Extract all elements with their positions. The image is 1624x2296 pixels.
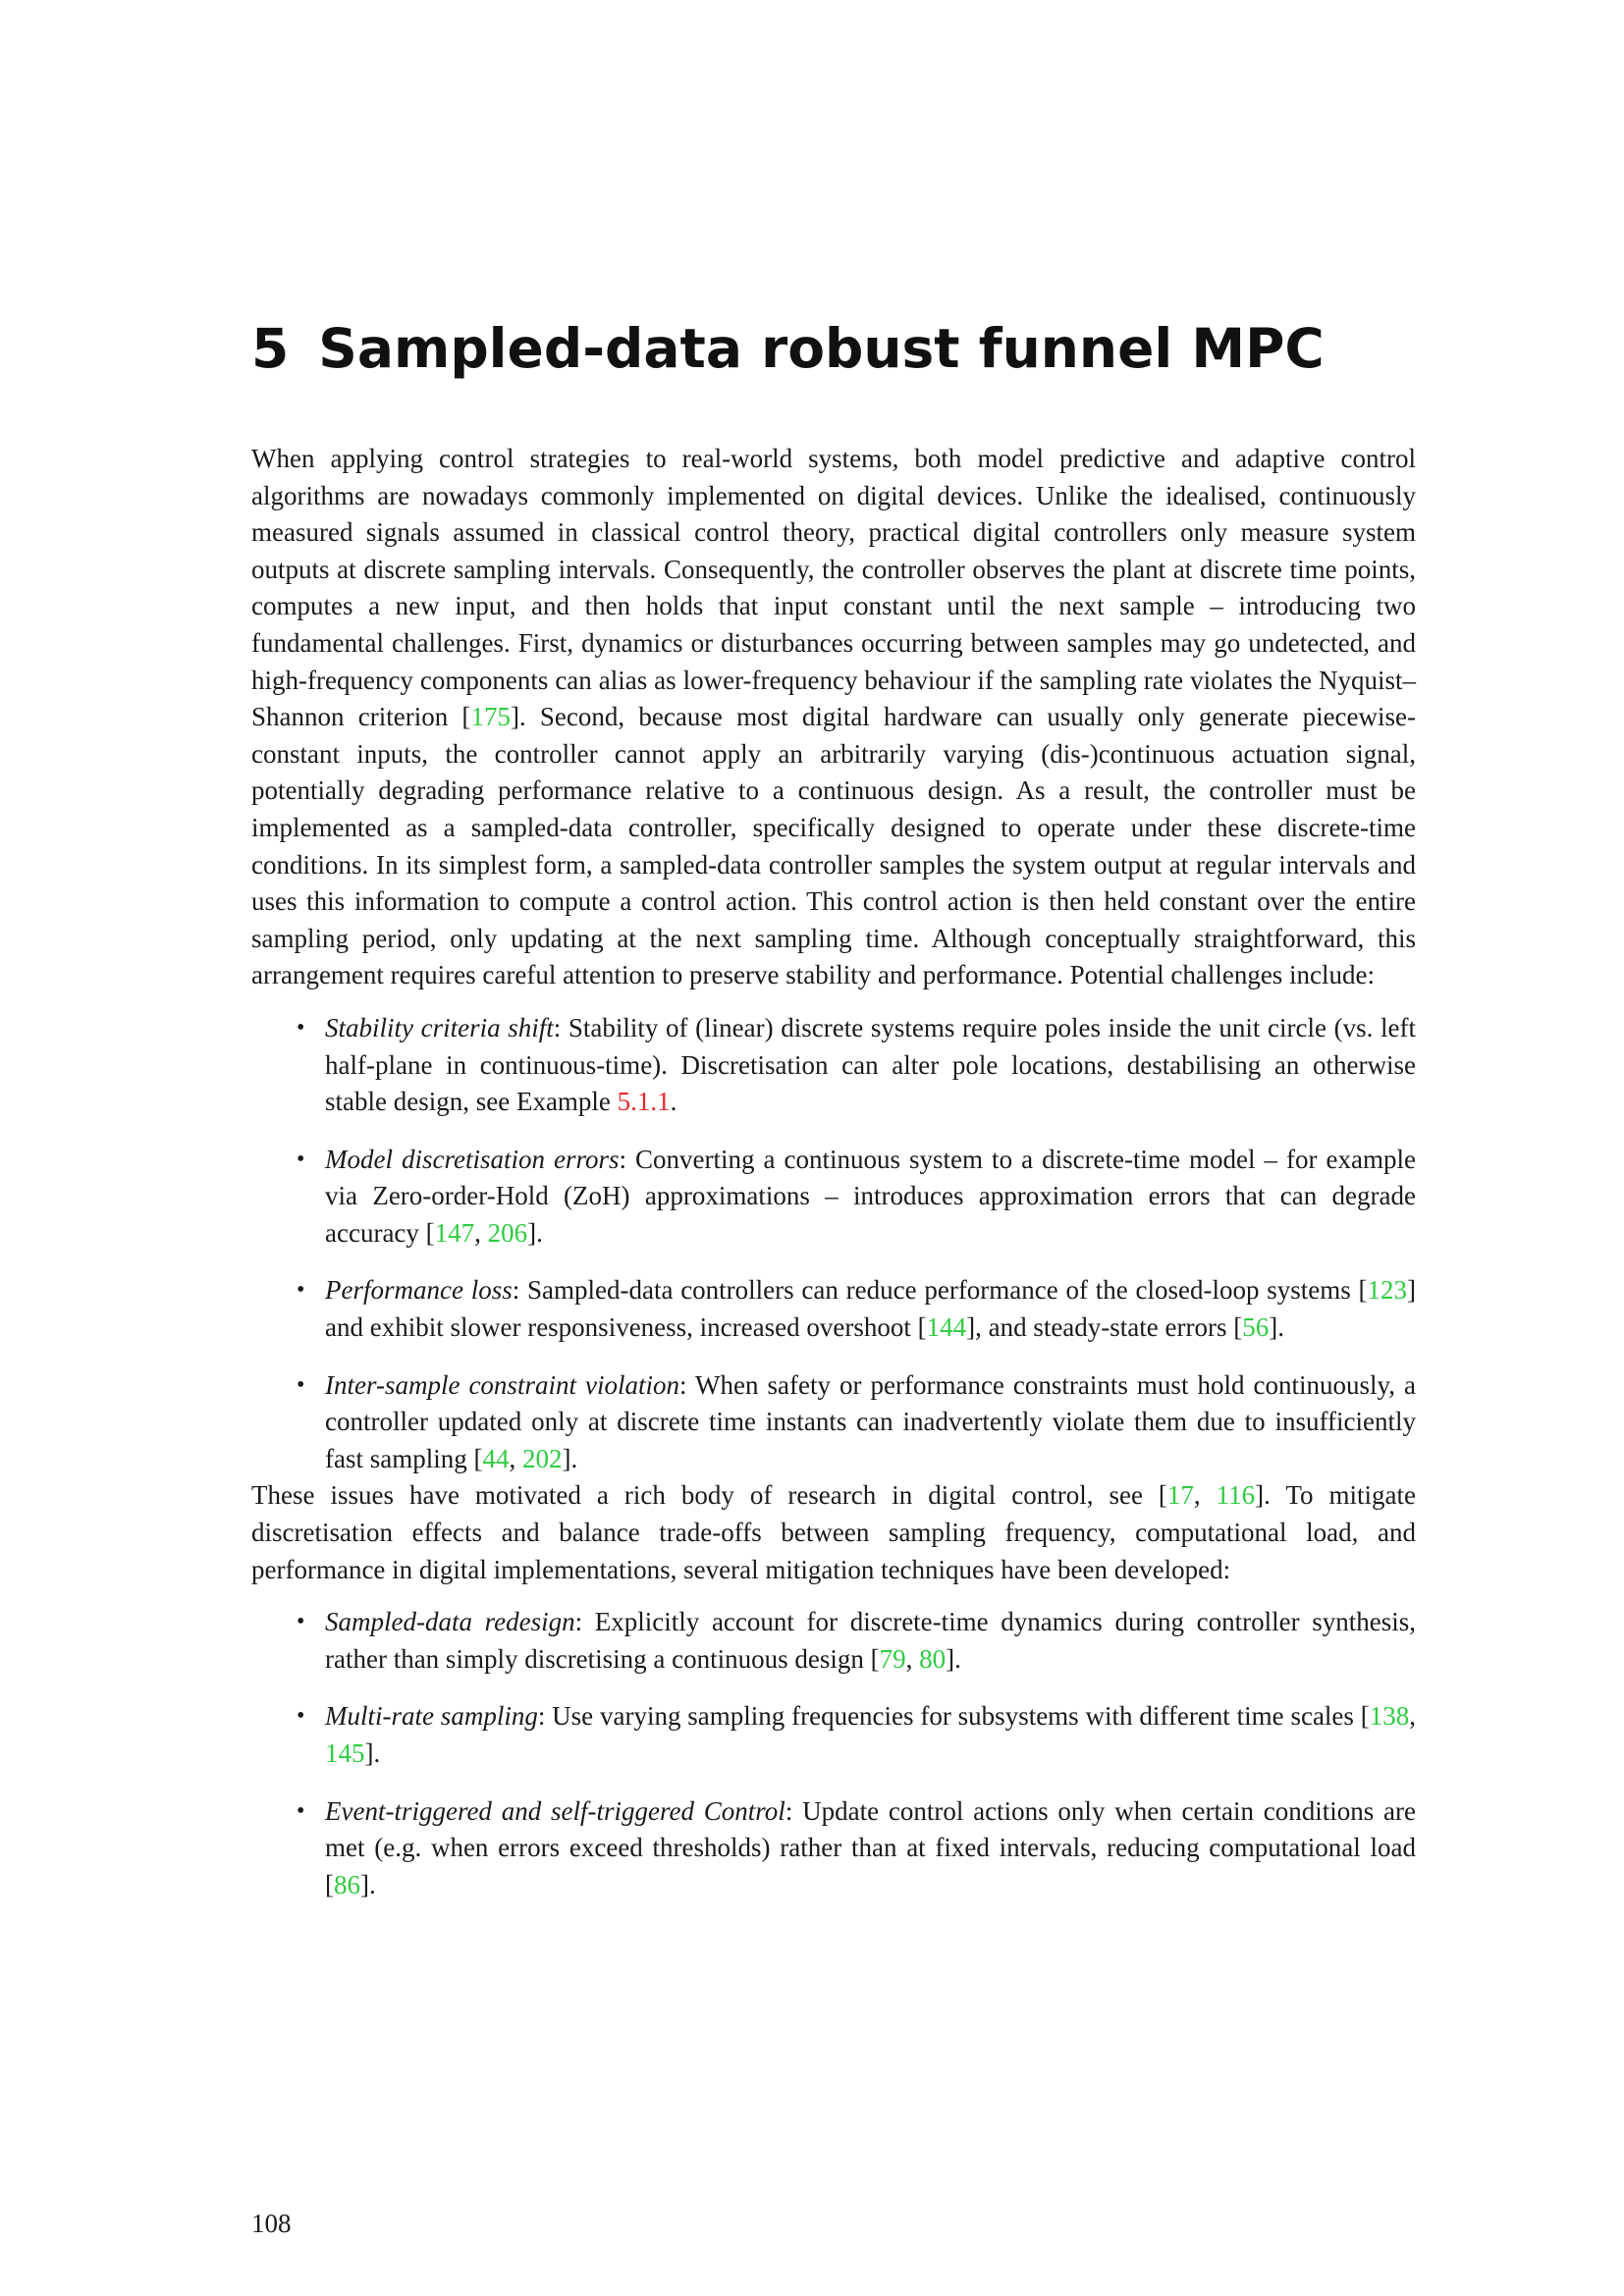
- list-item-text: : Stability of (linear) discrete systems require poles inside the unit circle (vs. left half-plane in continuous-time). Discretisation can alter pole locations, destabilising an otherwise stable design, see Example 5.1.1.: [325, 1012, 1416, 1117]
- list-item-term: Performance loss: [325, 1275, 513, 1306]
- transition-paragraph: These issues have motivated a rich body of research in digital control, see [17, 116]. To mitigate discretisation effects and balance trade-offs between sampling frequency, computational load, and performance in digital implementations, several mitigation techniques have been developed:: [251, 1480, 1416, 1584]
- list-item: [251, 1698, 1416, 1772]
- list-item-term: Multi-rate sampling: [325, 1701, 538, 1732]
- citation-link[interactable]: 202: [521, 1443, 563, 1473]
- challenges-list: [251, 1010, 1416, 1478]
- chapter-number: 5: [251, 317, 290, 380]
- citation-link[interactable]: 17: [1166, 1480, 1194, 1511]
- list-item: [251, 1793, 1416, 1904]
- list-item-term: Stability criteria shift: [325, 1012, 554, 1042]
- citation-link[interactable]: 147: [434, 1217, 475, 1248]
- citation-link[interactable]: 86: [334, 1869, 360, 1899]
- list-item: [251, 1010, 1416, 1121]
- list-item: [251, 1367, 1416, 1478]
- citation-link[interactable]: 206: [487, 1217, 528, 1248]
- citation-link[interactable]: 56: [1242, 1312, 1270, 1343]
- chapter-title: [251, 314, 1325, 383]
- bullet-icon: •: [297, 1146, 305, 1172]
- citation-link[interactable]: 138: [1369, 1701, 1410, 1732]
- list-item-term: Event-triggered and self-triggered Control: [325, 1795, 785, 1826]
- citation-link[interactable]: 175: [470, 702, 511, 732]
- bullet-icon: •: [297, 1609, 305, 1635]
- citation-link[interactable]: 123: [1367, 1275, 1407, 1306]
- list-item-text: : Converting a continuous system to a discrete-time model – for example via Zero-order-Hold (ZoH) approximations – introduces approximation errors that can degrade accuracy [147, 206].: [325, 1144, 1416, 1248]
- techniques-list: [251, 1604, 1416, 1903]
- example-reference-link[interactable]: 5.1.1: [617, 1087, 671, 1117]
- list-item-text: : Explicitly account for discrete-time dynamics during controller synthesis, rather than simply discretising a continuous design [79, 80].: [325, 1607, 1416, 1674]
- citation-link[interactable]: 44: [482, 1443, 510, 1473]
- list-item-text: : Update control actions only when certain conditions are met (e.g. when errors exceed thresholds) rather than at fixed intervals, reducing computational load [86].: [325, 1795, 1416, 1899]
- list-item: [251, 1142, 1416, 1253]
- list-item-term: Model discretisation errors: [325, 1144, 620, 1174]
- citation-link[interactable]: 79: [879, 1643, 906, 1674]
- list-item-term: Sampled-data redesign: [325, 1607, 575, 1637]
- list-item-text: : Use varying sampling frequencies for subsystems with different time scales [138, 145].: [325, 1701, 1416, 1768]
- chapter-title-text: Sampled-data robust funnel MPC: [318, 317, 1325, 380]
- list-item-text: : Sampled-data controllers can reduce performance of the closed-loop systems [123] and exhibit slower responsiveness, increased overshoot [144], and steady-state errors [56].: [325, 1275, 1416, 1343]
- intro-paragraph: When applying control strategies to real-world systems, both model predictive and adaptive control algorithms are nowadays commonly implemented on digital devices. Unlike the idealised, continuously measured signals assumed in classical control theory, practical digital controllers only measure system outputs at discrete sampling intervals. Consequently, the controller observes the plant at discrete time points, computes a new input, and then holds that input constant until the next sample – introducing two fundamental challenges. First, dynamics or disturbances occurring between samples may go undetected, and high-frequency components can alias as lower-frequency behaviour if the sampling rate violates the Nyquist–Shannon criterion [175]. Second, because most digital hardware can usually only generate piecewise-constant inputs, the controller cannot apply an arbitrarily varying (dis-)continuous actuation signal, potentially degrading performance relative to a continuous design. As a result, the controller must be implemented as a sampled-data controller, specifically designed to operate under these discrete-time conditions. In its simplest form, a sampled-data controller samples the system output at regular intervals and uses this information to compute a control action. This control action is then held constant over the entire sampling period, only updating at the next sampling time. Although conceptually straightforward, this arrangement requires careful attention to preserve stability and performance. Potential challenges include:: [251, 444, 1416, 990]
- page-number: 108: [251, 2209, 292, 2238]
- chapter-body: [251, 441, 1416, 1903]
- list-item: [251, 1604, 1416, 1678]
- bullet-icon: •: [297, 1277, 305, 1304]
- bullet-icon: •: [297, 1797, 305, 1824]
- citation-link[interactable]: 80: [919, 1643, 947, 1674]
- citation-link[interactable]: 144: [926, 1312, 967, 1343]
- bullet-icon: •: [297, 1371, 305, 1398]
- citation-link[interactable]: 145: [325, 1738, 365, 1768]
- bullet-icon: •: [297, 1703, 305, 1730]
- citation-link[interactable]: 116: [1216, 1480, 1256, 1511]
- list-item-text: : When safety or performance constraints must hold continuously, a controller updated only at discrete time instants can inadvertently violate them due to insufficiently fast sampling [44, 202].: [325, 1369, 1416, 1473]
- list-item-term: Inter-sample constraint violation: [325, 1369, 679, 1400]
- bullet-icon: •: [297, 1014, 305, 1041]
- list-item: [251, 1272, 1416, 1346]
